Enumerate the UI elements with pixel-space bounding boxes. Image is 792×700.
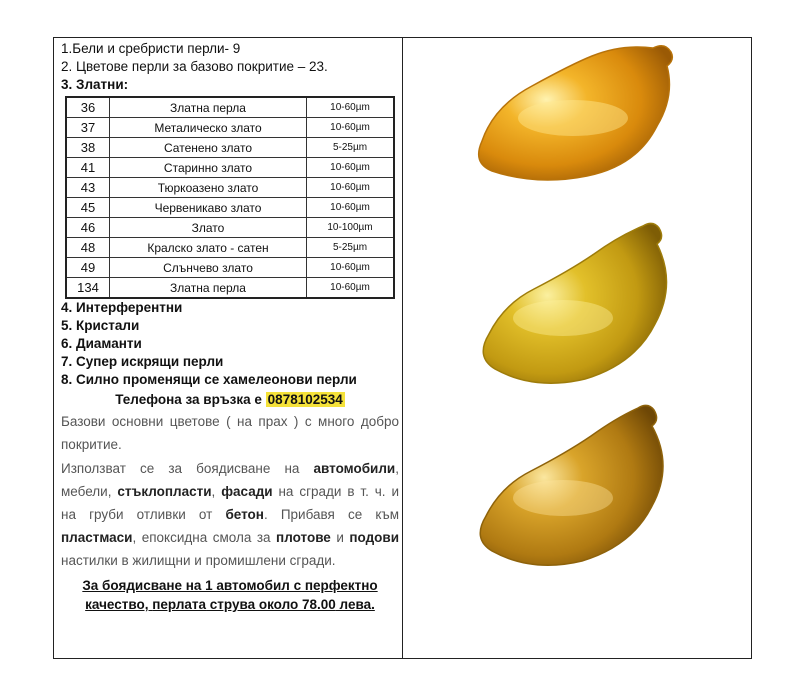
- gold-cell-num: 46: [66, 218, 110, 238]
- list-item-chameleon: 8. Силно променящи се хамелеонови перли: [61, 372, 357, 387]
- gold-cell-num: 45: [66, 198, 110, 218]
- list-item-interference: 4. Интерферентни: [61, 300, 183, 315]
- gold-cell-size: 10-60µm: [307, 258, 395, 278]
- word-plastics: пластмаси: [61, 530, 133, 545]
- gold-swatch-2: [463, 218, 703, 398]
- gold-cell-num: 49: [66, 258, 110, 278]
- gold-cell-num: 41: [66, 158, 110, 178]
- word-fiberglass: стъклопласти: [117, 484, 212, 499]
- gold-cell-size: 10-100µm: [307, 218, 395, 238]
- list-item-crystals: 5. Кристали: [61, 318, 140, 333]
- gold-cell-name: Златна перла: [110, 97, 307, 118]
- gold-cell-name: Кралско злато - сатен: [110, 238, 307, 258]
- gold-table-row: [66, 218, 394, 238]
- gold-cell-size: 10-60µm: [307, 198, 395, 218]
- gold-table-row: [66, 198, 394, 218]
- gold-cell-name: Червеникаво злато: [110, 198, 307, 218]
- gold-cell-size: 10-60µm: [307, 178, 395, 198]
- gold-cell-num: 134: [66, 278, 110, 299]
- gold-table-row: [66, 158, 394, 178]
- gold-table-row: [66, 238, 394, 258]
- gold-cell-name: Слънчево злато: [110, 258, 307, 278]
- gold-table-row: [66, 97, 394, 118]
- description-p1: Базови основни цветове ( на прах ) с много добро покритие.: [61, 414, 399, 452]
- gold-cell-name: Сатенено злато: [110, 138, 307, 158]
- gold-swatch-1: [463, 38, 703, 208]
- gold-heading: 3. Златни:: [61, 77, 129, 92]
- gold-cell-name: Злато: [110, 218, 307, 238]
- gold-cell-size: 10-60µm: [307, 97, 395, 118]
- word-floors: подови: [349, 530, 399, 545]
- text-column: [61, 40, 399, 614]
- gold-table-row: [66, 278, 394, 299]
- gold-cell-name: Старинно злато: [110, 158, 307, 178]
- swatch-column: [403, 38, 751, 658]
- gold-cell-num: 43: [66, 178, 110, 198]
- gold-cell-size: 5-25µm: [307, 238, 395, 258]
- list-item-base-pearls: 2. Цветове перли за базово покритие – 23.: [61, 59, 328, 74]
- gold-cell-name: Тюркоазено злато: [110, 178, 307, 198]
- gold-cell-name: Златна перла: [110, 278, 307, 299]
- gold-table-row: [66, 178, 394, 198]
- description-p2: Използват се за боядисване на автомобили, мебели, стъклопласти, фасади на сгради в т. ч. и на груби отливки от бетон. Прибавя се към пластмаси, епоксидна смола за плотове и подови настилки в жилищни и промишлени сгради.: [61, 461, 399, 568]
- gold-cell-name: Металическо злато: [110, 118, 307, 138]
- gold-cell-num: 38: [66, 138, 110, 158]
- list-item-super-sparkle: 7. Супер искрящи перли: [61, 354, 224, 369]
- price-note: [61, 576, 399, 614]
- list-item-diamonds: 6. Диаманти: [61, 336, 142, 351]
- gold-table-row: [66, 258, 394, 278]
- contact-line: [61, 390, 399, 409]
- word-cars: автомобили: [313, 461, 396, 476]
- gold-table: [65, 96, 395, 299]
- phone-number: 0878102534: [267, 392, 343, 407]
- list-item-white-pearls: 1.Бели и сребристи перли- 9: [61, 41, 241, 56]
- gold-table-row: [66, 118, 394, 138]
- gold-cell-size: 10-60µm: [307, 118, 395, 138]
- gold-cell-num: 37: [66, 118, 110, 138]
- gold-cell-size: 5-25µm: [307, 138, 395, 158]
- word-countertops: плотове: [276, 530, 331, 545]
- gold-table-row: [66, 138, 394, 158]
- price-note-line2: качество, перлата струва около 78.00 лева.: [85, 597, 375, 612]
- gold-cell-size: 10-60µm: [307, 158, 395, 178]
- gold-cell-size: 10-60µm: [307, 278, 395, 299]
- gold-swatch-3: [463, 398, 703, 578]
- word-facades: фасади: [221, 484, 273, 499]
- gold-cell-num: 48: [66, 238, 110, 258]
- contact-label: Телефона за връзка е: [115, 392, 266, 407]
- price-note-line1: За боядисване на 1 автомобил с перфектно: [82, 578, 378, 593]
- word-concrete: бетон: [225, 507, 264, 522]
- gold-cell-num: 36: [66, 97, 110, 118]
